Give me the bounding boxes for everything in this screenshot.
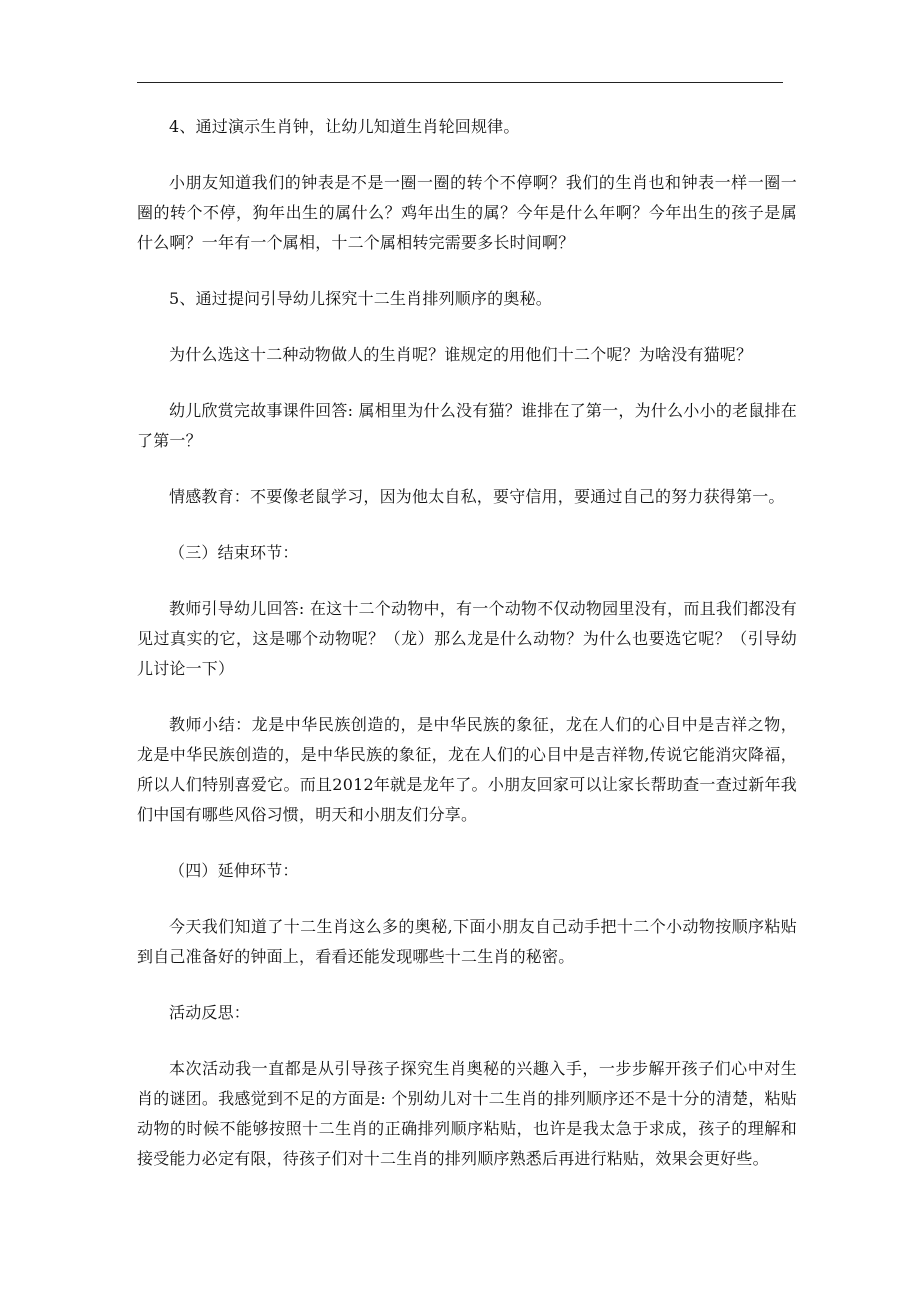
- section-heading-closing: （三）结束环节：: [169, 543, 299, 562]
- section-heading-4: 4、通过演示生肖钟，让幼儿知道生肖轮回规律。: [169, 117, 520, 136]
- section-heading-extension: （四）延伸环节：: [169, 861, 299, 880]
- paragraph-why-twelve: 为什么选这十二种动物做人的生肖呢？谁规定的用他们十二个呢？为啥没有猫呢？: [169, 345, 753, 364]
- paragraph-dragon-question: 教师引导幼儿回答: 在这十二个动物中，有一个动物不仅动物园里没有，而且我们都没有见过真实的它，这是哪个动物呢？（龙）那么龙是什么动物？为什么也要选它呢？（引导幼儿讨论一下）: [137, 599, 797, 678]
- paragraph-reflection: 本次活动我一直都是从引导孩子探究生肖奥秘的兴趣入手，一步步解开孩子们心中对生肖的谜团。我感觉到不足的方面是: 个别幼儿对十二生肖的排列顺序还不是十分的清楚，粘贴动物的时候不能够按照十二生肖的正确排列顺序粘贴，也许是我太急于求成，孩子的理解和接受能力必定有限，待孩子们对十二生肖的排列顺序熟悉后再进行粘贴，效果会更好些。: [137, 1059, 797, 1168]
- section-heading-5: 5、通过提问引导幼儿探究十二生肖排列顺序的奥秘。: [169, 289, 552, 308]
- header-rule: [137, 82, 783, 83]
- paragraph-teacher-summary: 教师小结：龙是中华民族创造的，是中华民族的象征，龙在人们的心目中是吉祥之物，龙是中华民族创造的，是中华民族的象征，龙在人们的心目中是吉祥物,传说它能消灾降福，所以人们特别喜爱它。而且2012年就是龙年了。小朋友回家可以让家长帮助查一查过新年我们中国有哪些风俗习惯，明天和小朋友们分享。: [137, 715, 797, 824]
- paragraph-clock-cycle: 小朋友知道我们的钟表是不是一圈一圈的转个不停啊？我们的生肖也和钟表一样一圈一圈的转个不停，狗年出生的属什么？鸡年出生的属？今年是什么年啊？今年出生的孩子是属什么啊？一年有一个属相，十二个属相转完需要多长时间啊？: [137, 173, 797, 252]
- paragraph-story-answer: 幼儿欣赏完故事课件回答: 属相里为什么没有猫？谁排在了第一，为什么小小的老鼠排在了第一？: [137, 401, 797, 450]
- section-heading-reflection: 活动反思：: [169, 1003, 251, 1022]
- paragraph-extension-activity: 今天我们知道了十二生肖这么多的奥秘,下面小朋友自己动手把十二个小动物按顺序粘贴到自己准备好的钟面上，看看还能发现哪些十二生肖的秘密。: [137, 917, 797, 966]
- paragraph-emotion-education: 情感教育：不要像老鼠学习，因为他太自私，要守信用，要通过自己的努力获得第一。: [169, 487, 785, 506]
- document-body: [137, 112, 797, 1200]
